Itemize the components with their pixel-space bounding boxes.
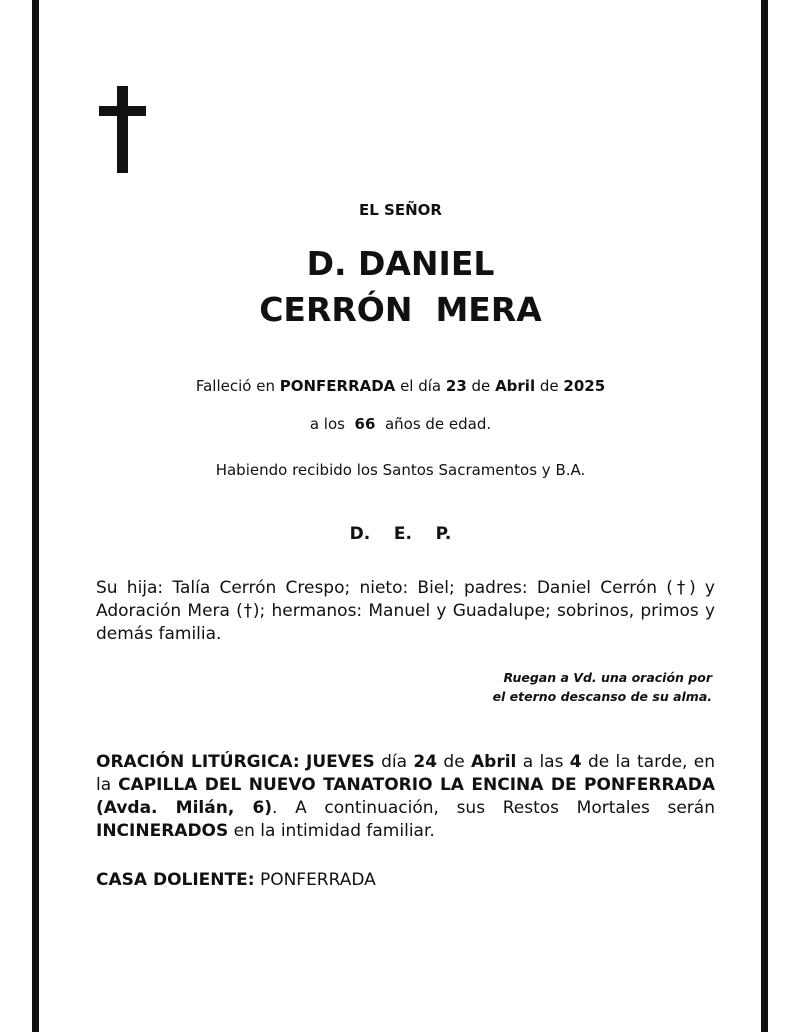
age-info: a los 66 años de edad. (309, 415, 492, 433)
death-month: Abril (495, 377, 536, 395)
family-paragraph: Su hija: Talía Cerrón Crespo; nieto: Biel; padres: Daniel Cerrón (†) y Adoración Mera (†); hermanos: Manuel y Guadalupe; sobrinos, primos y demás familia. (96, 578, 715, 644)
right-border (761, 0, 768, 1032)
ceremony-paragraph: ORACIÓN LITÚRGICA: JUEVES día 24 de Abril a las 4 de la tarde, en la CAPILLA DEL NUEVO TANATORIO LA ENCINA DE PONFERRADA (Avda. Milán, 6). A continuación, sus Restos Mortales serán INCINERADOS en la intimidad familiar. (96, 752, 715, 841)
age-value: 66 (354, 415, 376, 433)
ceremony-incinerados: INCINERADOS (96, 821, 229, 841)
prayer-line1: Ruegan a Vd. una oración por (503, 670, 712, 685)
death-info: Falleció en PONFERRADA el día 23 de Abril de 2025 (195, 377, 606, 395)
death-year: 2025 (563, 377, 606, 395)
ceremony-venue: CAPILLA DEL NUEVO TANATORIO LA ENCINA DE PONFERRADA (Avda. Milán, 6) (96, 775, 715, 818)
prayer-line2: el eterno descanso de su alma. (492, 689, 712, 704)
ceremony-weekday: JUEVES (306, 752, 375, 772)
casa-doliente (96, 869, 715, 892)
dep: D. E. P. (349, 524, 452, 544)
death-place: PONFERRADA (279, 377, 396, 395)
casa-value: PONFERRADA (259, 870, 376, 890)
ceremony-month: Abril (471, 752, 517, 772)
death-day: 23 (445, 377, 467, 395)
sacraments-line: Habiendo recibido los Santos Sacramentos y B.A. (215, 461, 586, 479)
title: EL SEÑOR (359, 201, 442, 219)
ceremony-day: 24 (413, 752, 438, 772)
casa-label: CASA DOLIENTE: (96, 870, 255, 890)
deceased-name-line2: CERRÓN MERA (259, 290, 542, 329)
left-border (32, 0, 39, 1032)
ceremony-label: ORACIÓN LITÚRGICA: (96, 752, 300, 772)
ceremony-hour: 4 (569, 752, 582, 772)
deceased-name-line1: D. DANIEL (306, 244, 495, 283)
